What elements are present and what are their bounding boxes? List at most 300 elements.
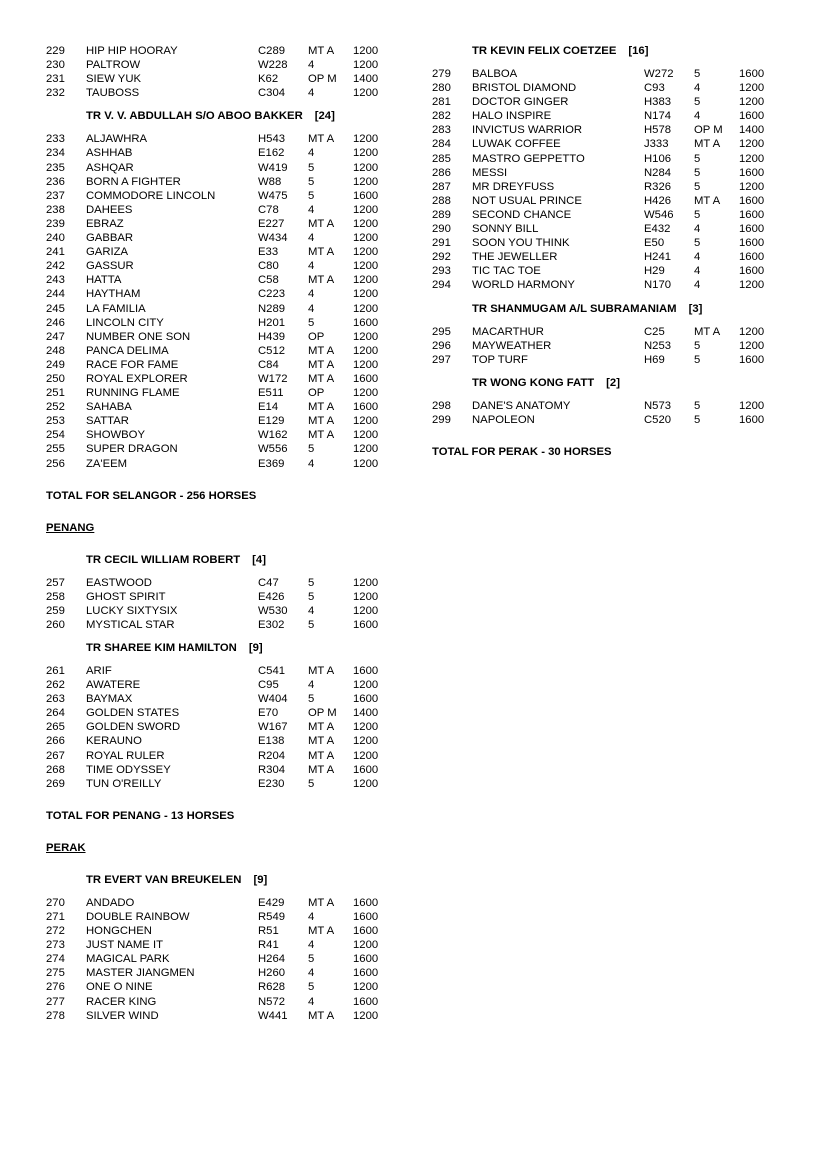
horse-class: 5 — [694, 208, 701, 221]
horse-class: 5 — [694, 339, 701, 352]
horse-distance: 1200 — [353, 1009, 379, 1022]
horse-name: SATTAR — [86, 415, 129, 428]
horse-class: MT A — [308, 429, 335, 442]
horse-class: 4 — [308, 288, 315, 301]
horse-row — [46, 428, 406, 442]
horse-distance: 1200 — [353, 344, 379, 357]
horse-number: 275 — [46, 967, 65, 980]
horse-distance: 1200 — [353, 429, 379, 442]
horse-row — [46, 763, 406, 777]
horse-code: N289 — [258, 302, 286, 315]
horse-class: 5 — [694, 237, 701, 250]
horse-distance: 1200 — [739, 180, 765, 193]
horse-number: 271 — [46, 910, 65, 923]
horse-code: C541 — [258, 665, 286, 677]
horse-distance: 1400 — [353, 707, 379, 720]
horse-distance: 1200 — [353, 735, 379, 748]
horse-distance: 1600 — [353, 372, 379, 385]
horse-number: 241 — [46, 246, 65, 259]
horse-row — [432, 180, 792, 194]
horse-distance: 1600 — [353, 896, 379, 909]
horse-number: 252 — [46, 401, 65, 414]
region-penang: PENANG — [46, 521, 95, 534]
horse-name: JUST NAME IT — [86, 939, 163, 952]
horse-number: 267 — [46, 749, 65, 762]
horse-row — [46, 231, 406, 245]
horse-code: R41 — [258, 939, 279, 952]
horse-class: OP M — [308, 707, 337, 720]
horse-row — [46, 414, 406, 428]
region-perak: PERAK — [46, 841, 86, 854]
horse-row — [46, 924, 406, 938]
horse-row — [46, 938, 406, 952]
horse-class: MT A — [694, 138, 721, 151]
horse-distance: 1200 — [353, 45, 379, 57]
horse-name: RACE FOR FAME — [86, 358, 179, 371]
horse-name: SAHABA — [86, 401, 132, 414]
horse-number: 245 — [46, 302, 65, 315]
horse-code: R304 — [258, 763, 286, 776]
horse-distance: 1200 — [353, 147, 379, 160]
horse-class: MT A — [308, 896, 335, 909]
horse-row — [432, 236, 792, 250]
horse-code: E511 — [258, 387, 284, 400]
horse-name: KERAUNO — [86, 735, 142, 748]
horse-row — [46, 302, 406, 316]
horse-code: E230 — [258, 777, 285, 790]
horse-number: 272 — [46, 925, 65, 938]
horse-name: HIP HIP HOORAY — [86, 45, 178, 57]
horse-number: 239 — [46, 217, 65, 230]
horse-class: 4 — [694, 279, 701, 292]
horse-number: 236 — [46, 175, 65, 188]
horse-list — [46, 896, 406, 1023]
horse-number: 270 — [46, 896, 65, 909]
horse-row — [432, 208, 792, 222]
horse-distance: 1600 — [739, 237, 765, 250]
horse-name: THE JEWELLER — [472, 251, 558, 264]
trainer-heading — [46, 109, 406, 123]
trainer-horse-count: [9] — [253, 873, 268, 886]
horse-distance: 1600 — [739, 194, 765, 207]
horse-name: NAPOLEON — [472, 413, 535, 426]
horse-class: MT A — [308, 45, 335, 57]
horse-number: 248 — [46, 344, 65, 357]
horse-class: 4 — [694, 82, 701, 95]
horse-class: 5 — [694, 96, 701, 109]
horse-row — [46, 72, 406, 86]
horse-row — [432, 166, 792, 180]
horse-code: W88 — [258, 175, 282, 188]
horse-distance: 1600 — [353, 401, 379, 414]
horse-class: 4 — [308, 457, 315, 470]
horse-code: N572 — [258, 995, 286, 1008]
horse-number: 254 — [46, 429, 65, 442]
horse-distance: 1600 — [353, 967, 379, 980]
horse-row — [432, 353, 792, 367]
horse-class: OP — [308, 330, 325, 343]
horse-distance: 1200 — [353, 175, 379, 188]
horse-code: H106 — [644, 152, 672, 165]
horse-class: 5 — [308, 981, 315, 994]
horse-number: 296 — [432, 339, 451, 352]
horse-number: 284 — [432, 138, 451, 151]
horse-row — [46, 720, 406, 734]
horse-number: 291 — [432, 237, 451, 250]
horse-number: 287 — [432, 180, 451, 193]
horse-number: 268 — [46, 763, 65, 776]
horse-name: SOON YOU THINK — [472, 237, 570, 250]
horse-row — [432, 339, 792, 353]
horse-name: TOP TURF — [472, 353, 528, 366]
horse-row — [432, 123, 792, 137]
horse-code: C520 — [644, 413, 672, 426]
horse-number: 246 — [46, 316, 65, 329]
horse-distance: 1200 — [353, 217, 379, 230]
horse-list — [46, 44, 406, 100]
horse-number: 297 — [432, 353, 451, 366]
horse-code: E162 — [258, 147, 285, 160]
horse-class: 5 — [308, 443, 315, 456]
horse-code: E429 — [258, 896, 285, 909]
horse-number: 279 — [432, 68, 451, 80]
horse-class: 4 — [308, 679, 315, 692]
horse-distance: 1600 — [353, 925, 379, 938]
horse-row — [432, 222, 792, 236]
horse-number: 255 — [46, 443, 65, 456]
horse-code: E426 — [258, 590, 285, 603]
horse-name: MESSI — [472, 166, 508, 179]
horse-class: MT A — [308, 1009, 335, 1022]
horse-distance: 1200 — [353, 749, 379, 762]
horse-row — [432, 67, 792, 81]
horse-class: 5 — [694, 413, 701, 426]
horse-name: HATTA — [86, 274, 122, 287]
horse-row — [432, 325, 792, 339]
horse-class: 4 — [308, 232, 315, 245]
horse-distance: 1200 — [353, 330, 379, 343]
horse-code: H578 — [644, 124, 672, 137]
horse-class: 4 — [308, 910, 315, 923]
horse-code: N284 — [644, 166, 672, 179]
trainer-name: TR SHANMUGAM A/L SUBRAMANIAM — [472, 302, 677, 315]
horse-distance: 1200 — [353, 981, 379, 994]
horse-name: MAGICAL PARK — [86, 953, 170, 966]
horse-name: GABBAR — [86, 232, 134, 245]
horse-code: E227 — [258, 217, 285, 230]
horse-row — [46, 273, 406, 287]
horse-row — [46, 604, 406, 618]
horse-code: E129 — [258, 415, 285, 428]
horse-code: R204 — [258, 749, 286, 762]
horse-code: W434 — [258, 232, 288, 245]
trainer-horse-count: [16] — [628, 45, 649, 57]
horse-class: 4 — [694, 110, 701, 123]
trainer-horse-count: [2] — [606, 376, 620, 389]
horse-name: DAHEES — [86, 203, 133, 216]
horse-code: C80 — [258, 260, 279, 273]
horse-distance: 1200 — [353, 721, 379, 734]
horse-number: 266 — [46, 735, 65, 748]
horse-name: ROYAL EXPLORER — [86, 372, 188, 385]
horse-code: C95 — [258, 679, 279, 692]
horse-name: ONE O NINE — [86, 981, 153, 994]
horse-row — [46, 777, 406, 791]
horse-class: 5 — [694, 399, 701, 412]
horse-distance: 1200 — [353, 232, 379, 245]
horse-class: 4 — [308, 87, 315, 100]
horse-name: BRISTOL DIAMOND — [472, 82, 577, 95]
horse-class: MT A — [308, 925, 335, 938]
horse-code: W162 — [258, 429, 288, 442]
horse-code: E50 — [644, 237, 665, 250]
horse-class: MT A — [308, 344, 335, 357]
horse-class: MT A — [308, 372, 335, 385]
horse-code: W546 — [644, 208, 674, 221]
horse-code: C223 — [258, 288, 286, 301]
horse-distance: 1400 — [353, 73, 379, 86]
horse-name: COMMODORE LINCOLN — [86, 189, 216, 202]
horse-class: 4 — [308, 302, 315, 315]
horse-number: 281 — [432, 96, 451, 109]
horse-name: GHOST SPIRIT — [86, 590, 166, 603]
horse-name: HONGCHEN — [86, 925, 152, 938]
trainer-horse-count: [24] — [314, 110, 335, 123]
horse-name: ARIF — [86, 665, 112, 677]
horse-class: MT A — [308, 735, 335, 748]
horse-number: 285 — [432, 152, 451, 165]
horse-name: AWATERE — [86, 679, 141, 692]
horse-row — [46, 400, 406, 414]
horse-number: 259 — [46, 604, 65, 617]
horse-distance: 1200 — [353, 679, 379, 692]
horse-number: 274 — [46, 953, 65, 966]
horse-row — [432, 413, 792, 427]
horse-class: MT A — [694, 325, 721, 338]
horse-name: LA FAMILIA — [86, 302, 146, 315]
horse-code: H241 — [644, 251, 672, 264]
horse-name: LINCOLN CITY — [86, 316, 164, 329]
horse-row — [432, 264, 792, 278]
horse-name: HALO INSPIRE — [472, 110, 552, 123]
horse-code: C93 — [644, 82, 665, 95]
horse-class: 5 — [694, 68, 701, 80]
horse-distance: 1600 — [353, 618, 379, 631]
horse-row — [46, 203, 406, 217]
horse-number: 237 — [46, 189, 65, 202]
horse-row — [46, 995, 406, 1009]
horse-number: 286 — [432, 166, 451, 179]
horse-name: PALTROW — [86, 59, 141, 72]
horse-number: 258 — [46, 590, 65, 603]
horse-row — [46, 58, 406, 72]
horse-distance: 1600 — [739, 265, 765, 278]
horse-row — [46, 146, 406, 160]
horse-class: 4 — [694, 265, 701, 278]
horse-code: C512 — [258, 344, 286, 357]
horse-class: OP M — [308, 73, 337, 86]
horse-class: 5 — [694, 152, 701, 165]
horse-distance: 1200 — [353, 358, 379, 371]
horse-distance: 1600 — [739, 166, 765, 179]
horse-number: 280 — [432, 82, 451, 95]
horse-row — [46, 678, 406, 692]
horse-distance: 1200 — [353, 246, 379, 259]
horse-code: K62 — [258, 73, 279, 86]
horse-row — [46, 706, 406, 720]
horse-distance: 1200 — [353, 59, 379, 72]
horse-name: GOLDEN SWORD — [86, 721, 181, 734]
horse-class: 4 — [694, 251, 701, 264]
horse-code: J333 — [644, 138, 669, 151]
horse-distance: 1600 — [353, 189, 379, 202]
horse-row — [432, 194, 792, 208]
horse-name: ASHHAB — [86, 147, 133, 160]
trainer-heading — [432, 302, 792, 316]
horse-row — [46, 896, 406, 910]
horse-name: LUWAK COFFEE — [472, 138, 561, 151]
horse-distance: 1600 — [739, 223, 765, 236]
horse-code: R51 — [258, 925, 279, 938]
horse-code: W272 — [644, 68, 674, 80]
horse-number: 251 — [46, 387, 65, 400]
horse-number: 260 — [46, 618, 65, 631]
left-column — [46, 44, 406, 1023]
horse-row — [46, 1009, 406, 1023]
horse-code: W556 — [258, 443, 288, 456]
horse-class: 5 — [308, 777, 315, 790]
horse-name: TUN O'REILLY — [86, 777, 162, 790]
horse-row — [46, 664, 406, 678]
trainer-horse-count: [4] — [252, 553, 266, 566]
horse-row — [432, 399, 792, 413]
horse-distance: 1200 — [353, 133, 379, 146]
horse-number: 238 — [46, 203, 65, 216]
horse-distance: 1200 — [353, 274, 379, 287]
horse-row — [46, 734, 406, 748]
horse-number: 276 — [46, 981, 65, 994]
horse-name: SHOWBOY — [86, 429, 145, 442]
horse-code: R326 — [644, 180, 672, 193]
horse-code: E70 — [258, 707, 279, 720]
horse-distance: 1200 — [353, 777, 379, 790]
horse-code: E369 — [258, 457, 285, 470]
horse-code: E302 — [258, 618, 285, 631]
horse-name: BALBOA — [472, 68, 518, 80]
horse-code: H201 — [258, 316, 286, 329]
trainer-heading — [432, 44, 792, 58]
horse-distance: 1600 — [353, 910, 379, 923]
horse-number: 278 — [46, 1009, 65, 1022]
horse-name: SONNY BILL — [472, 223, 539, 236]
trainer-heading — [46, 553, 406, 567]
trainer-heading — [46, 641, 406, 655]
horse-number: 230 — [46, 59, 65, 72]
horse-distance: 1200 — [353, 387, 379, 400]
horse-row — [432, 137, 792, 151]
horse-row — [46, 457, 406, 471]
horse-code: E33 — [258, 246, 279, 259]
horse-name: BAYMAX — [86, 693, 133, 706]
horse-distance: 1400 — [739, 124, 765, 137]
horse-row — [46, 618, 406, 632]
horse-name: GASSUR — [86, 260, 134, 273]
horse-class: MT A — [308, 665, 335, 677]
horse-name: BORN A FIGHTER — [86, 175, 181, 188]
horse-row — [46, 175, 406, 189]
horse-code: R549 — [258, 910, 286, 923]
horse-code: E432 — [644, 223, 671, 236]
horse-distance: 1600 — [739, 110, 765, 123]
horse-class: 5 — [308, 189, 315, 202]
total-penang: TOTAL FOR PENANG - 13 HORSES — [46, 809, 235, 822]
horse-row — [46, 217, 406, 231]
horse-class: 4 — [308, 260, 315, 273]
horse-number: 288 — [432, 194, 451, 207]
horse-distance: 1600 — [353, 665, 379, 677]
horse-name: GARIZA — [86, 246, 129, 259]
horse-code: R628 — [258, 981, 286, 994]
horse-class: 5 — [308, 590, 315, 603]
horse-code: H264 — [258, 953, 286, 966]
horse-row — [46, 358, 406, 372]
horse-number: 273 — [46, 939, 65, 952]
horse-number: 250 — [46, 372, 65, 385]
horse-name: GOLDEN STATES — [86, 707, 180, 720]
horse-number: 257 — [46, 576, 65, 589]
horse-code: W475 — [258, 189, 288, 202]
horse-code: C304 — [258, 87, 286, 100]
horse-number: 283 — [432, 124, 451, 137]
horse-number: 235 — [46, 161, 65, 174]
horse-name: SUPER DRAGON — [86, 443, 178, 456]
horse-distance: 1200 — [353, 203, 379, 216]
horse-number: 269 — [46, 777, 65, 790]
right-column — [432, 44, 792, 459]
trainer-horse-count: [9] — [248, 642, 263, 654]
horse-number: 262 — [46, 679, 65, 692]
horse-row — [46, 966, 406, 980]
horse-class: 4 — [308, 967, 315, 980]
total-selangor: TOTAL FOR SELANGOR - 256 HORSES — [46, 489, 257, 502]
horse-class: 5 — [308, 161, 315, 174]
horse-code: H260 — [258, 967, 286, 980]
horse-name: DOCTOR GINGER — [472, 96, 569, 109]
horse-code: E138 — [258, 735, 285, 748]
horse-code: H439 — [258, 330, 286, 343]
horse-name: SILVER WIND — [86, 1009, 159, 1022]
horse-name: INVICTUS WARRIOR — [472, 124, 583, 137]
horse-number: 229 — [46, 45, 65, 57]
horse-code: W530 — [258, 604, 288, 617]
horse-number: 249 — [46, 358, 65, 371]
trainer-heading — [432, 376, 792, 390]
horse-class: 5 — [308, 316, 315, 329]
horse-number: 295 — [432, 325, 451, 338]
horse-class: MT A — [308, 358, 335, 371]
horse-distance: 1200 — [739, 152, 765, 165]
horse-row — [46, 189, 406, 203]
horse-row — [46, 952, 406, 966]
horse-row — [46, 442, 406, 456]
horse-row — [46, 132, 406, 146]
horse-distance: 1200 — [353, 302, 379, 315]
horse-row — [432, 152, 792, 166]
horse-name: MASTRO GEPPETTO — [472, 152, 585, 165]
horse-distance: 1200 — [739, 325, 765, 338]
horse-name: LUCKY SIXTYSIX — [86, 604, 178, 617]
horse-distance: 1200 — [353, 443, 379, 456]
